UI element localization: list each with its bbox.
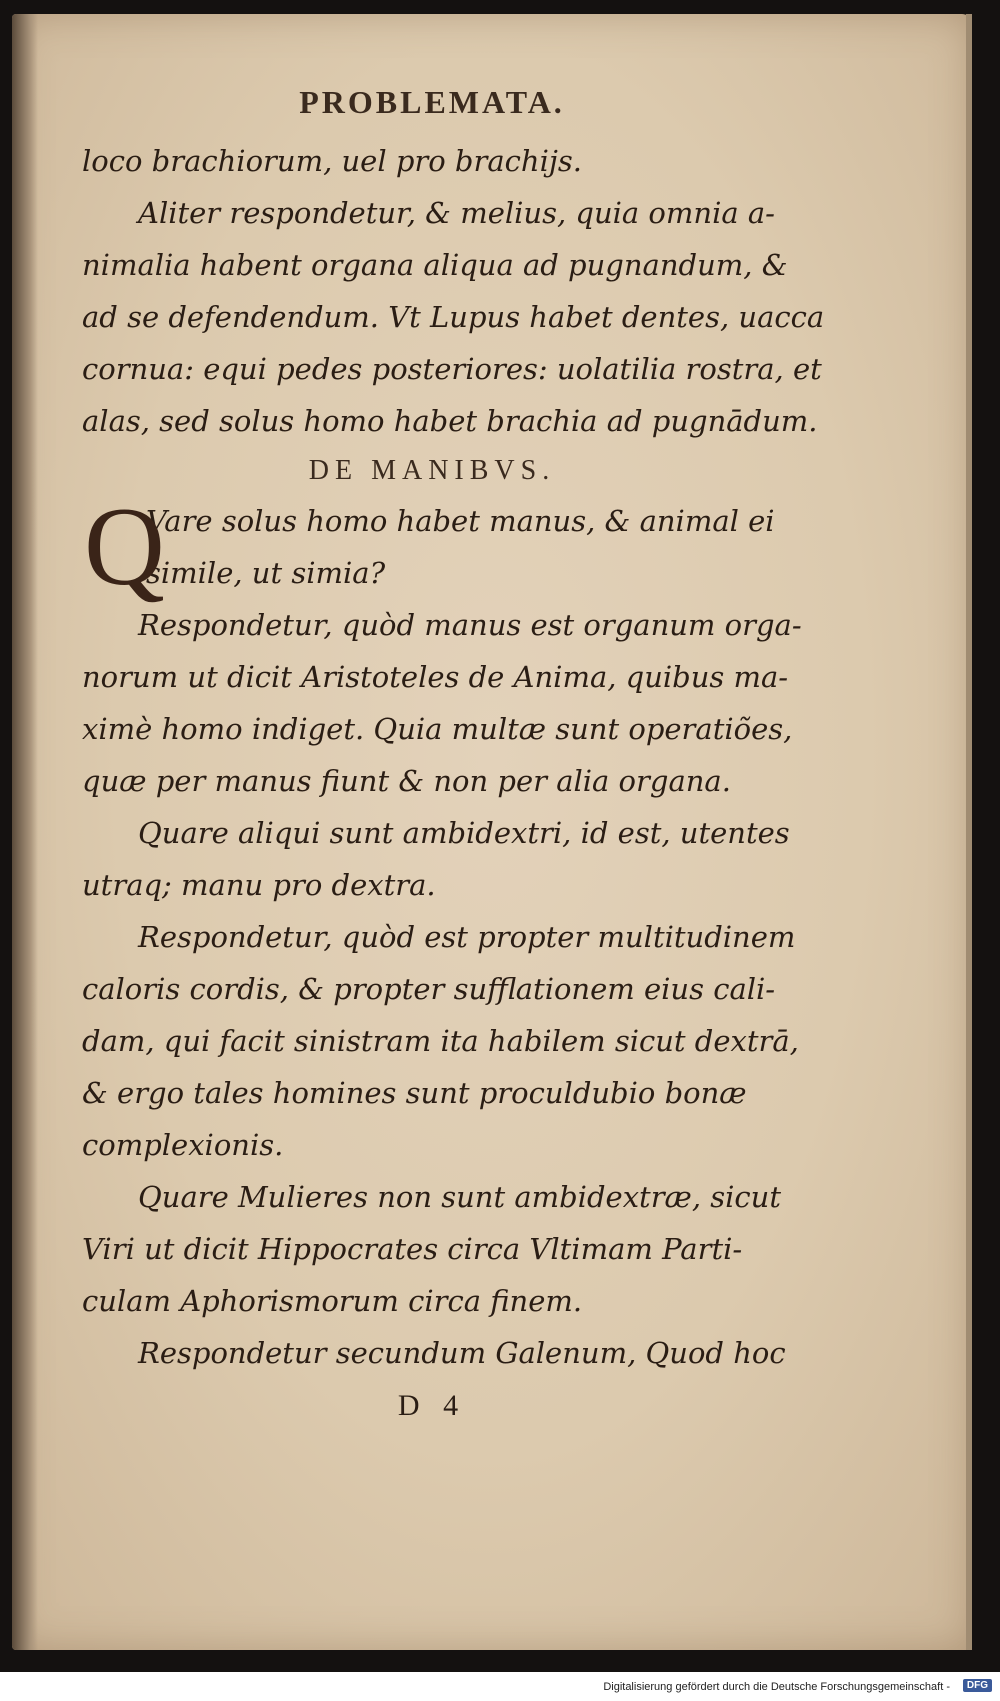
text-line: quæ per manus fiunt & non per alia organa.: [82, 764, 731, 798]
funding-credit: Digitalisierung gefördert durch die Deutsche Forschungsgemeinschaft -: [603, 1681, 950, 1693]
text-line: Quare Mulieres non sunt ambidextræ, sicut: [138, 1180, 781, 1214]
text-line: cornua: equi pedes posteriores: uolatilia rostra, et: [82, 352, 822, 386]
text-line: Respondetur secundum Galenum, Quod hoc: [138, 1336, 786, 1370]
signature-mark: D 4: [397, 1389, 467, 1422]
text-line: ximè homo indiget. Quia multæ sunt operatiões,: [82, 712, 793, 746]
page-edge: [966, 14, 972, 1650]
drop-cap-paragraph: [82, 485, 782, 609]
text-line: ad se defendendum. Vt Lupus habet dentes, uacca: [82, 300, 825, 334]
text-line: caloris cordis, & propter sufflationem eius cali-: [82, 972, 776, 1006]
text-line: dam, qui facit sinistram ita habilem sicut dextrā,: [82, 1024, 799, 1058]
text-line: nimalia habent organa aliqua ad pugnandum, &: [82, 248, 788, 282]
text-line: loco brachiorum, uel pro brachijs.: [82, 144, 582, 178]
dfg-logo: DFG: [963, 1679, 992, 1692]
text-line: Quare aliqui sunt ambidextri, id est, utentes: [138, 816, 790, 850]
text-line: Vare solus homo habet manus, & animal ei: [146, 504, 775, 538]
text-line: complexionis.: [82, 1128, 284, 1162]
text-line: culam Aphorismorum circa finem.: [82, 1284, 583, 1318]
text-line: simile, ut simia?: [146, 556, 386, 590]
text-line: alas, sed solus homo habet brachia ad pugnādum.: [82, 404, 818, 438]
page-gutter: [12, 14, 38, 1650]
text-line: Respondetur, quòd est propter multitudinem: [138, 920, 796, 954]
text-line: utraq; manu pro dextra.: [82, 868, 436, 902]
running-head: PROBLEMATA.: [299, 84, 565, 120]
text-line: norum ut dicit Aristoteles de Anima, quibus ma-: [82, 660, 789, 694]
text-line: Viri ut dicit Hippocrates circa Vltimam Parti-: [82, 1232, 743, 1266]
drop-cap: Q: [84, 485, 165, 609]
text-line: & ergo tales homines sunt proculdubio bonæ: [82, 1076, 747, 1110]
footer-bar: [0, 1672, 1000, 1701]
section-title: DE MANIBVS.: [308, 455, 556, 486]
text-line: Respondetur, quòd manus est organum orga-: [138, 608, 802, 642]
book-page: [12, 14, 972, 1650]
text-line: Aliter respondetur, & melius, quia omnia a-: [138, 196, 775, 230]
text-block: [82, 74, 825, 1423]
